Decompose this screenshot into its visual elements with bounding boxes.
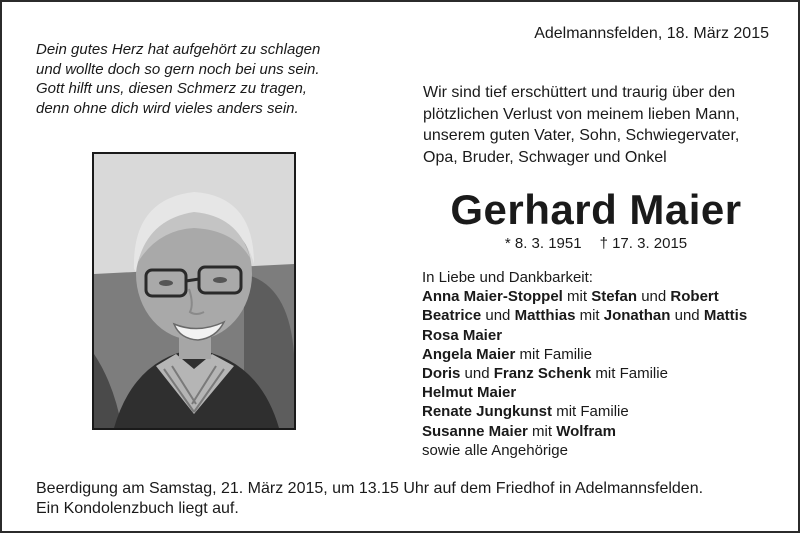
intro-text bbox=[423, 82, 783, 168]
mourner-name: Anna Maier-Stoppel bbox=[422, 288, 563, 306]
mourner-name: Beatrice bbox=[422, 307, 482, 325]
mourner-name: Franz Schenk bbox=[493, 365, 592, 383]
mourner-name: Wolfram bbox=[556, 422, 616, 440]
place-date: Adelmannsfelden, 18. März 2015 bbox=[534, 25, 769, 42]
mourners-list bbox=[422, 268, 792, 460]
mourner-row bbox=[422, 422, 792, 441]
mourner-connector: mit bbox=[562, 288, 592, 306]
mourner-name: Rosa Maier bbox=[422, 326, 503, 344]
mourner-name: Renate Jungkunst bbox=[422, 403, 553, 421]
mourner-connector: mit bbox=[527, 422, 557, 440]
mourner-connector: mit Familie bbox=[552, 403, 629, 421]
mourner-connector: mit Familie bbox=[515, 345, 593, 363]
funeral-line: Beerdigung am Samstag, 21. März 2015, um 13.15 Uhr auf dem Friedhof in Adelmannsfelden. bbox=[36, 480, 704, 497]
birth-date: * 8. 3. 1951 bbox=[504, 235, 582, 252]
mourner-connector: mit Familie bbox=[591, 365, 668, 383]
intro-line: plötzlichen Verlust von meinem lieben Mann, bbox=[423, 105, 740, 123]
mourner-name: Robert bbox=[670, 288, 719, 306]
intro-line: Wir sind tief erschüttert und traurig über den bbox=[423, 84, 736, 101]
poem-line: denn ohne dich wird vieles anders sein. bbox=[36, 99, 299, 117]
mourner-name: Matthias bbox=[514, 307, 576, 325]
poem-line: Gott hilft uns, diesen Schmerz zu tragen, bbox=[36, 80, 307, 97]
mourner-name: Doris bbox=[422, 365, 461, 383]
mourner-row bbox=[422, 402, 792, 421]
mourners-heading: In Liebe und Dankbarkeit: bbox=[422, 269, 593, 286]
mourner-row bbox=[422, 326, 792, 345]
funeral-line: Ein Kondolenzbuch liegt auf. bbox=[36, 500, 239, 517]
intro-line: Opa, Bruder, Schwager und Onkel bbox=[423, 148, 667, 166]
poem-line: Dein gutes Herz hat aufgehört zu schlagen bbox=[36, 41, 321, 58]
death-date: † 17. 3. 2015 bbox=[599, 235, 688, 252]
mourner-row bbox=[422, 345, 792, 364]
life-dates bbox=[422, 234, 770, 254]
mourner-row bbox=[422, 364, 792, 383]
mourner-name: Helmut Maier bbox=[422, 384, 517, 402]
mourner-connector: und bbox=[637, 288, 671, 306]
mourner-row bbox=[422, 383, 792, 402]
mourner-row bbox=[422, 287, 792, 306]
mourner-connector: mit bbox=[575, 307, 604, 325]
mourner-row bbox=[422, 306, 792, 325]
mourner-rows bbox=[422, 287, 792, 441]
portrait-photo bbox=[92, 152, 296, 430]
mourner-connector: und bbox=[670, 307, 704, 325]
mourner-name: Susanne Maier bbox=[422, 422, 528, 440]
mourner-name: Jonathan bbox=[603, 307, 671, 325]
poem-line: und wollte doch so gern noch bei uns sein. bbox=[36, 60, 320, 78]
poem bbox=[36, 40, 406, 118]
mourner-connector: und bbox=[481, 307, 515, 325]
intro-line: unserem guten Vater, Sohn, Schwiegervater, bbox=[423, 127, 740, 144]
mourner-name: Stefan bbox=[591, 288, 638, 306]
deceased-name: Gerhard Maier bbox=[450, 186, 742, 233]
mourner-name: Angela Maier bbox=[422, 345, 516, 363]
mourner-connector: und bbox=[460, 365, 494, 383]
mourners-closing: sowie alle Angehörige bbox=[422, 441, 568, 459]
portrait-image bbox=[94, 154, 294, 428]
funeral-info bbox=[36, 479, 786, 519]
mourner-name: Mattis bbox=[703, 307, 748, 325]
